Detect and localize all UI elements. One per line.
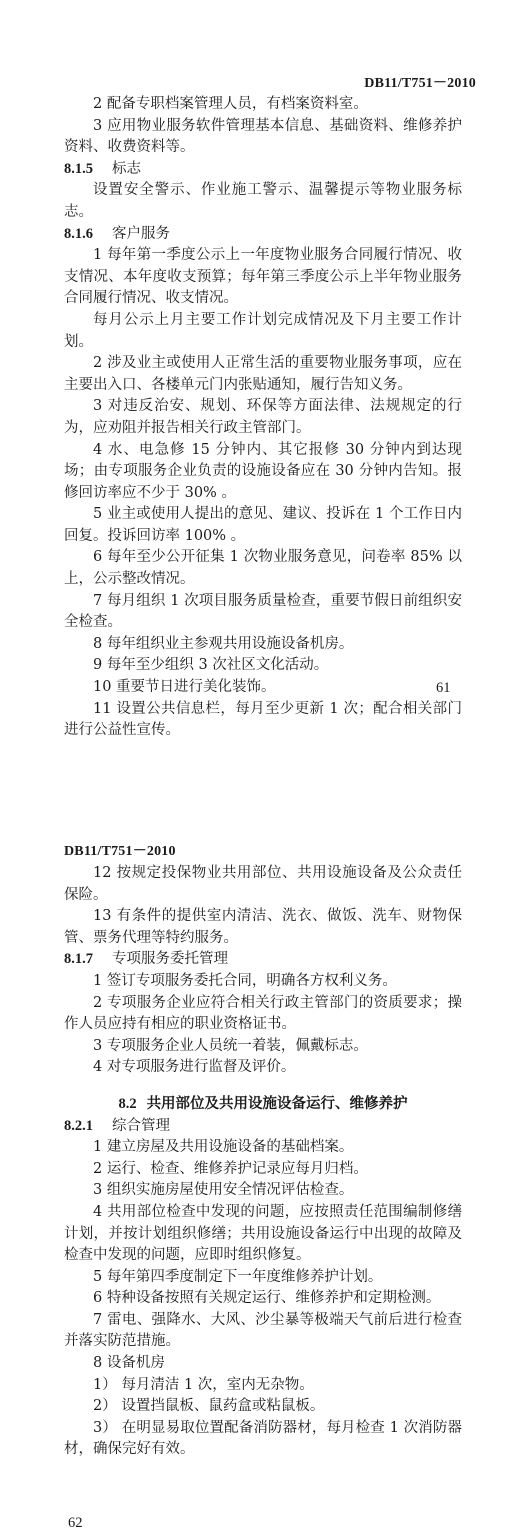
- paragraph: 每月公示上月主要工作计划完成情况及下月主要工作计划。: [64, 311, 462, 350]
- paragraph: 6 特种设备按照有关规定运行、维修养护和定期检测。: [93, 1290, 441, 1307]
- paragraph: 4 对专项服务进行监督及评价。: [93, 1059, 296, 1076]
- paragraph: 3） 在明显易取位置配备消防器材，每月检查 1 次消防器材，确保完好有效。: [64, 1419, 462, 1458]
- paragraph: 11 设置公共信息栏，每月至少更新 1 次；配合相关部门进行公益性宣传。: [64, 700, 462, 739]
- page-61: [0, 0, 530, 739]
- paragraph: 3 组织实施房屋使用安全情况评估检查。: [93, 1182, 354, 1199]
- paragraph: 4 水、电急修 15 分钟内、其它报修 30 分钟内到达现场；由专项服务企业负责的设施设备应在 30 分钟内告知。报修回访率应不少于 30% 。: [64, 441, 462, 501]
- clause-title: 综合管理: [112, 1117, 170, 1134]
- page-body: [64, 863, 462, 1461]
- paragraph: 2 配备专职档案管理人员，有档案资料室。: [93, 96, 368, 112]
- page-62: [0, 840, 530, 1534]
- section-title: [64, 1093, 462, 1116]
- paragraph: 3 应用物业服务软件管理基本信息、基础资料、维修养护资料、收费资料等。: [64, 117, 462, 156]
- clause-title: 专项服务委托管理: [112, 951, 228, 968]
- paragraph: 2 涉及业主或使用人正常生活的重要物业服务事项，应在主要出入口、各楼单元门内张贴通知，履行告知义务。: [64, 355, 462, 393]
- paragraph: 1 建立房屋及共用设施设备的基础档案。: [93, 1139, 354, 1156]
- section-number: 8.2: [118, 1095, 137, 1112]
- paragraph: 7 每月组织 1 次项目服务质量检查，重要节假日前组织安全检查。: [64, 592, 462, 631]
- paragraph: 2） 设置挡鼠板、鼠药盒或粘鼠板。: [93, 1398, 325, 1415]
- clause-title: 客户服务: [112, 225, 170, 242]
- clause-number: 8.1.5: [64, 160, 93, 177]
- paragraph: 12 按规定投保物业共用部位、共用设施设备及公众责任保险。: [64, 865, 462, 903]
- clause-number: 8.1.7: [64, 951, 93, 968]
- paragraph: 1） 每月清洁 1 次，室内无杂物。: [93, 1376, 314, 1393]
- paragraph: 9 每年至少组织 3 次社区文化活动。: [93, 657, 329, 674]
- standard-code: DB11/T751－2010: [364, 76, 476, 91]
- paragraph: 6 每年至少公开征集 1 次物业服务意见，问卷率 85% 以上，公示整改情况。: [64, 549, 462, 588]
- paragraph: 设置安全警示、作业施工警示、温馨提示等物业服务标志。: [64, 182, 462, 220]
- clause-heading: [64, 224, 462, 246]
- paragraph: 8 设备机房: [93, 1355, 165, 1372]
- section-heading-text: 共用部位及共用设施设备运行、维修养护: [146, 1094, 408, 1112]
- clause-heading: [64, 159, 462, 181]
- paragraph: 13 有条件的提供室内清洁、洗衣、做饭、洗车、财物保管、票务代理等特约服务。: [64, 908, 462, 946]
- paragraph: 3 专项服务企业人员统一着装，佩戴标志。: [93, 1037, 368, 1054]
- page-body: [64, 94, 462, 742]
- paragraph: 5 业主或使用人提出的意见、建议、投诉在 1 个工作日内回复。投诉回访率 100% 。: [64, 506, 462, 544]
- page-number: 61: [436, 680, 451, 696]
- clause-heading: [64, 1116, 462, 1138]
- clause-number: 8.1.6: [64, 225, 93, 242]
- paragraph: 8 每年组织业主参观共用设施设备机房。: [93, 635, 354, 652]
- paragraph: 7 雷电、强降水、大风、沙尘暴等极端天气前后进行检查并落实防范措施。: [64, 1311, 462, 1350]
- standard-code: DB11/T751－2010: [64, 844, 176, 859]
- paragraph: 4 共用部位检查中发现的问题，应按照责任范围编制修缮计划，并按计划组织修缮；共用设施设备运行中出现的故障及检查中发现的问题，应即时组织修复。: [64, 1203, 462, 1264]
- clause-heading: [64, 949, 462, 971]
- page-number: 62: [68, 1515, 83, 1531]
- clause-title: 标志: [112, 160, 141, 177]
- paragraph: 2 专项服务企业应符合相关行政主管部门的资质要求；操作人员应持有相应的职业资格证书。: [64, 994, 462, 1033]
- paragraph: 1 签订专项服务委托合同，明确各方权利义务。: [93, 972, 397, 989]
- paragraph: 1 每年第一季度公示上一年度物业服务合同履行情况、收支情况、本年度收支预算；每年第三季度公示上半年物业服务合同履行情况、收支情况。: [64, 247, 462, 307]
- paragraph: 5 每年第四季度制定下一年度维修养护计划。: [93, 1268, 383, 1285]
- paragraph: 3 对违反治安、规划、环保等方面法律、法规规定的行为，应劝阻并报告相关行政主管部门。: [64, 398, 462, 436]
- clause-number: 8.2.1: [64, 1117, 93, 1134]
- paragraph: 2 运行、检查、维修养护记录应每月归档。: [93, 1160, 368, 1177]
- paragraph: 10 重要节日进行美化装饰。: [93, 679, 276, 696]
